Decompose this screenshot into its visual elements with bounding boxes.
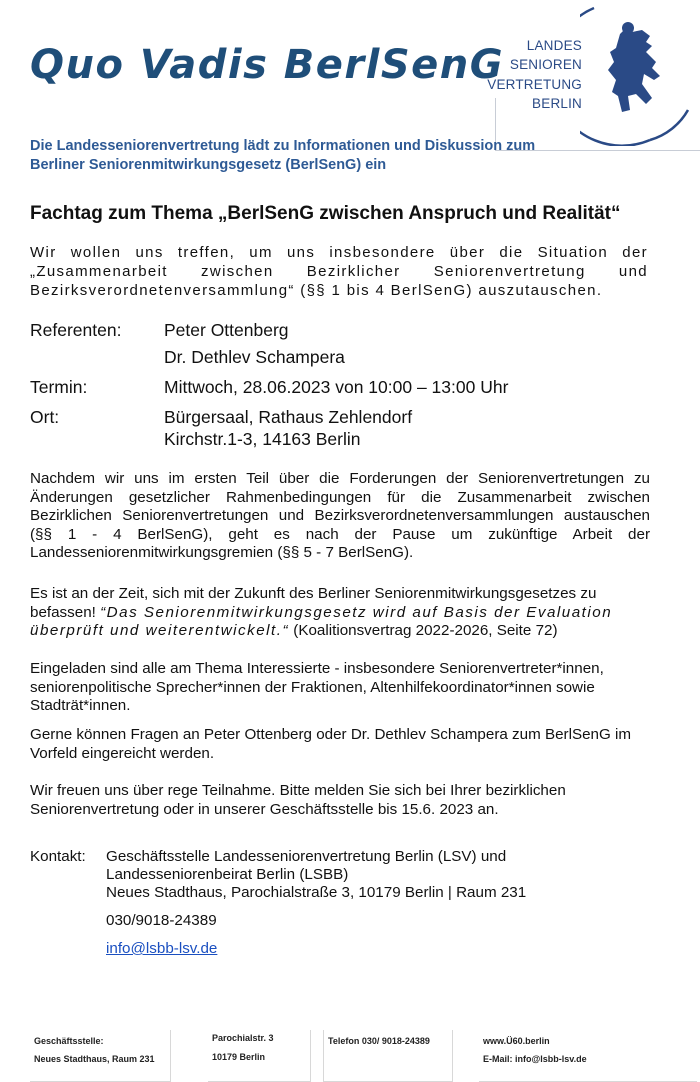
footer-cell-address — [208, 1030, 311, 1082]
footer-phone: Telefon 030/ 9018-24389 — [328, 1036, 430, 1046]
document-title: Quo Vadis BerlSenG — [30, 42, 505, 88]
footer-cell-office — [30, 1030, 171, 1082]
contact-label: Kontakt: — [30, 848, 86, 865]
paragraph-agenda: Nachdem wir uns im ersten Teil über die Forderungen der Seniorenvertretungen zu Änderungen gesetzlicher Rahmenbedingungen für die Zusammenarbeit zwischen Bezirklichen Seniorenvertretungen und Bezirksverordnetenversammlungen austauschen (§§ 1 - 4 BerlSenG), geht es nach der Pause um zukünftige Arbeit der Landesseniorenmitwirkungsgremien (§§ 5 - 7 BerlSenG). — [30, 470, 650, 561]
footer-office-room: Neues Stadthaus, Raum 231 — [34, 1054, 155, 1064]
ort-label: Ort: — [30, 407, 60, 427]
motivation-text: Es ist an der Zeit, sich mit der Zukunft des Berliner Seniorenmitwirkungsgesetzes zu befassen! — [30, 585, 597, 621]
referenten-label: Referenten: — [30, 320, 122, 340]
lsv-logo — [487, 0, 700, 152]
footer-street: Parochialstr. 3 — [212, 1033, 274, 1043]
logo-line-1: LANDES — [526, 38, 582, 53]
coalition-quote: “Das Seniorenmitwirkungsgesetz wird auf Basis der Evaluation überprüft und weiterentwickelt.“ — [30, 603, 613, 639]
logo-line-4: BERLIN — [532, 96, 582, 111]
paragraph-motivation — [30, 585, 650, 641]
contact-line-2: Landesseniorenbeirat Berlin (LSBB) — [106, 866, 349, 883]
footer-cell-phone — [323, 1030, 453, 1082]
referent-1: Peter Ottenberg — [164, 320, 289, 340]
contact-line-1: Geschäftsstelle Landesseniorenvertretung Berlin (LSV) und — [106, 848, 507, 865]
berlin-bear-icon — [580, 0, 692, 146]
paragraph-questions: Gerne können Fragen an Peter Ottenberg oder Dr. Dethlev Schampera zum BerlSenG im Vorfeld eingereicht werden. — [30, 726, 632, 762]
footer-email[interactable]: E-Mail: info@lsbb-lsv.de — [483, 1054, 587, 1064]
logo-line-2: SENIOREN — [509, 57, 582, 72]
ort-line-1: Bürgersaal, Rathaus Zehlendorf — [164, 407, 413, 427]
logo-line-3: VERTRETUNG — [487, 77, 582, 92]
referent-2: Dr. Dethlev Schampera — [164, 347, 345, 367]
footer-website[interactable]: www.Ü60.berlin — [483, 1036, 550, 1046]
footer-city: 10179 Berlin — [212, 1052, 266, 1062]
contact-phone: 030/9018-24389 — [106, 912, 217, 929]
footer-cell-web — [479, 1030, 697, 1082]
paragraph-registration: Wir freuen uns über rege Teilnahme. Bitte melden Sie sich bei Ihrer bezirklichen Seniorenvertretung oder in unserer Geschäftsstelle bis 15.6. 2023 an. — [30, 782, 566, 818]
termin-value: Mittwoch, 28.06.2023 von 10:00 – 13:00 Uhr — [164, 377, 509, 397]
termin-label: Termin: — [30, 377, 88, 397]
contact-address: Neues Stadthaus, Parochialstraße 3, 10179 Berlin | Raum 231 — [106, 884, 527, 901]
ort-line-2: Kirchstr.1-3, 14163 Berlin — [164, 429, 361, 449]
intro-paragraph: Wir wollen uns treffen, um uns insbesondere über die Situation der „Zusammenarbeit zwischen Bezirklicher Seniorenvertretung und Bezirksverordnetenversammlung“ (§§ 1 bis 4 BerlSenG) auszutauschen. — [30, 244, 648, 299]
contact-email-link[interactable]: info@lsbb-lsv.de — [106, 940, 218, 957]
quote-source: (Koalitionsvertrag 2022-2026, Seite 72) — [289, 622, 558, 639]
event-heading: Fachtag zum Thema „BerlSenG zwischen Anspruch und Realität“ — [30, 203, 621, 224]
paragraph-invitees: Eingeladen sind alle am Thema Interessierte - insbesondere Seniorenvertreter*innen, seniorenpolitische Sprecher*innen der Fraktionen, Altenhilfekoordinator*innen sowie Stadträt*innen. — [30, 660, 604, 714]
footer-office-label: Geschäftsstelle: — [34, 1036, 104, 1046]
invitation-subtitle: Die Landesseniorenvertretung lädt zu Informationen und Diskussion zum Berliner Seniorenmitwirkungsgesetz (BerlSenG) ein — [30, 138, 536, 173]
